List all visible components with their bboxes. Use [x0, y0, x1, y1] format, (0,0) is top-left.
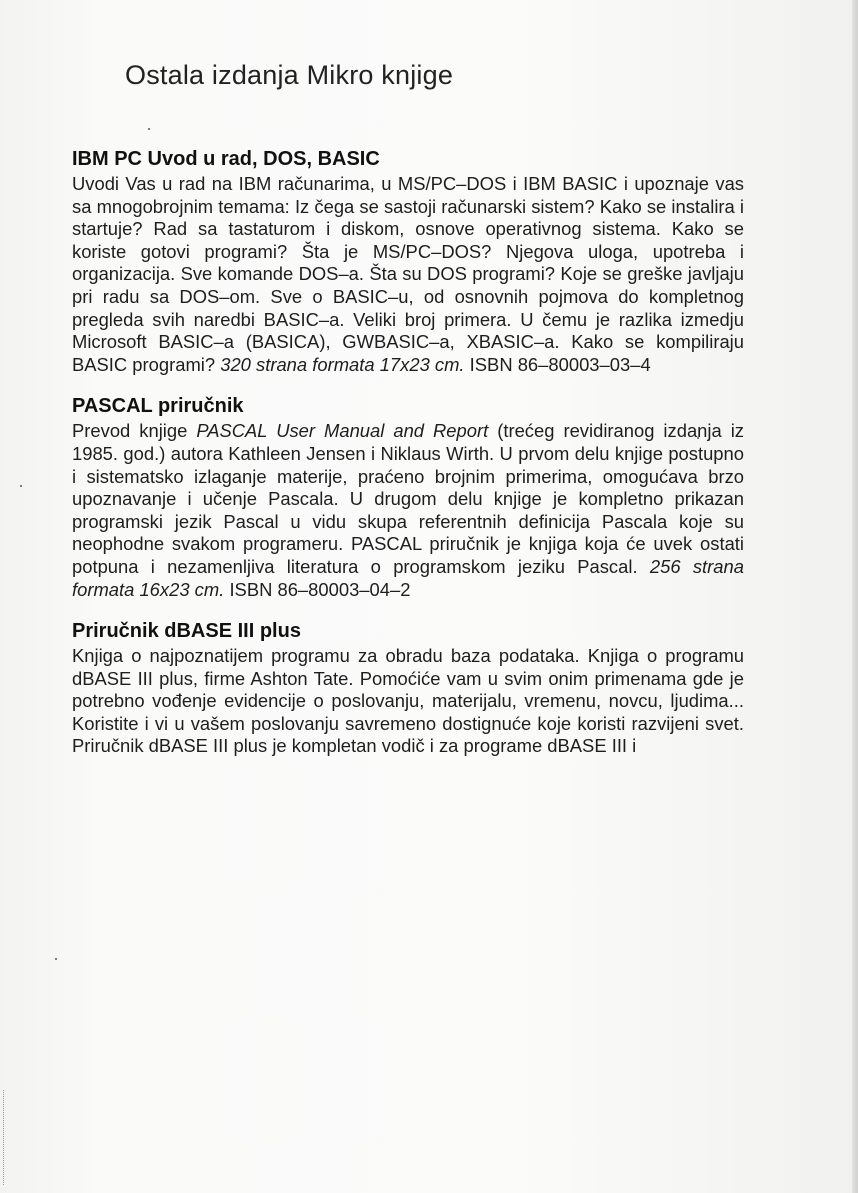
book-format: 256 strana formata 16x23 cm. [72, 555, 744, 600]
book-entry-pascal [72, 394, 744, 601]
book-title: IBM PC Uvod u rad, DOS, BASIC [72, 148, 380, 170]
scan-speck [148, 128, 150, 130]
scan-speck [20, 485, 22, 487]
book-title: PASCAL priručnik [72, 395, 244, 418]
page-title: Ostala izdanja Mikro knjige [125, 60, 454, 90]
page-edge-shadow [852, 0, 858, 1193]
book-isbn: ISBN 86–80003–04–2 [229, 578, 411, 600]
book-description-text: (trećeg revidiranog izdanja iz 1985. god.) autora Kathleen Jensen i Niklaus Wirth. U prvom delu knjige postupno i sistematsko izlaganje materije, praćeno brojnim primerima, omogućava brzo upoznavanje i učenje Pascala. U drugom delu knjige je kompletno prikazan programski jezik Pascal u vidu skupa referentnih definicija Pascala koje su neophodne svakom programeru. PASCAL priručnik je knjiga koja će uvek ostati potpuna i nezamenljiva literatura o programskom jeziku Pascal. [72, 420, 744, 577]
book-description [72, 645, 744, 758]
book-description-text: Knjiga o najpoznatijem programu za obradu baza podataka. Knjiga o programu dBASE III plus, firme Ashton Tate. Pomoćiće vam u svim onim primenama gde je potrebno vođenje evidencije o poslovanju, materijalu, vremenu, novcu, ljudima... Koristite i vi u vašem poslovanju savremeno dostignuće koje koristi razvijeni svet. Priručnik dBASE III plus je kompletan vodič i za programe dBASE III i [72, 645, 744, 757]
book-description [72, 420, 744, 601]
book-description [72, 173, 744, 376]
book-original-title: PASCAL User Manual and Report [196, 420, 489, 442]
book-entry-ibm-pc [72, 147, 744, 376]
book-description-text: Uvodi Vas u rad na IBM računarima, u MS/PC–DOS i IBM BASIC i upoznaje vas sa mnogobrojnim temama: Iz čega se sastoji računarski sistem? Kako se instalira i startuje? Rad sa tastaturom i diskom, osnove operativnog sistema. Kako se koriste gotovi programi? Šta je MS/PC–DOS? Njegova uloga, upotreba i organizacija. Sve komande DOS–a. Šta su DOS programi? Koje se greške javljaju pri radu sa DOS–om. Sve o BASIC–u, od osnovnih pojmova do kompletnog pregleda svih naredbi BASIC–a. Veliki broj primera. U čemu je razlika izmedju Microsoft BASIC–a (BASICA), GWBASIC–a, XBASIC–a. Kako se kompiliraju BASIC programi? [72, 173, 744, 375]
scan-margin-marks [3, 1090, 6, 1185]
book-entry-dbase [72, 619, 744, 758]
book-isbn: ISBN 86–80003–03–4 [469, 353, 651, 375]
book-format: 320 strana formata 17x23 cm. [220, 353, 465, 375]
book-title: Priručnik dBASE III plus [72, 620, 301, 643]
scan-speck [55, 958, 57, 960]
book-intro: Prevod knjige [72, 420, 188, 442]
book-list [72, 147, 744, 776]
